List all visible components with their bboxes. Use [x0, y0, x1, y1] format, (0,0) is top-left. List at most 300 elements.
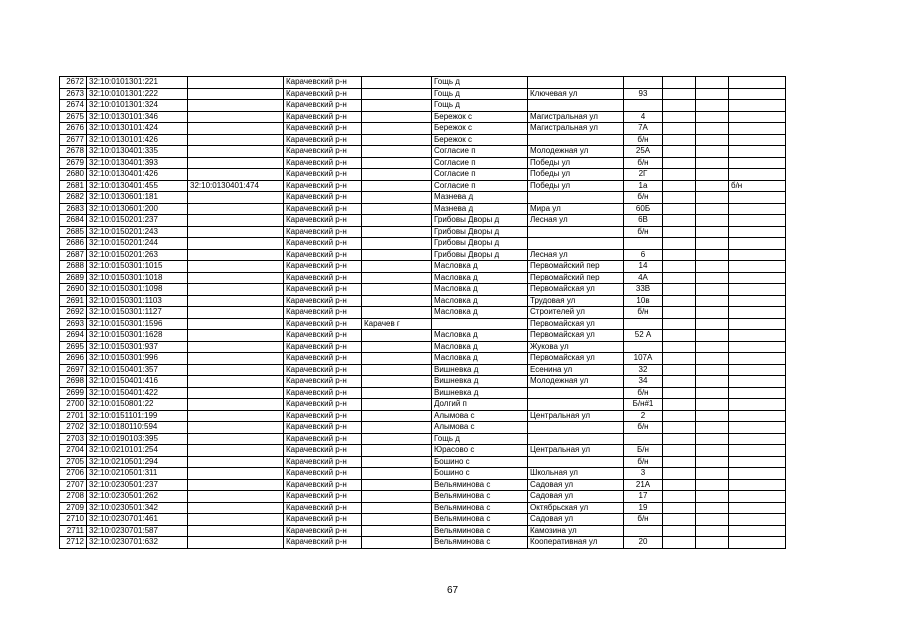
- cell-extra-2: [696, 238, 729, 250]
- cell-extra-3: [729, 525, 786, 537]
- cell-city: [362, 261, 432, 273]
- cell-district: Карачевский р-н: [284, 134, 362, 146]
- cell-extra-3: [729, 238, 786, 250]
- cell-district: Карачевский р-н: [284, 341, 362, 353]
- cell-street: [528, 422, 624, 434]
- cell-settlement: Масловка д: [432, 307, 528, 319]
- cell-row-number: 2689: [60, 272, 87, 284]
- cell-row-number: 2673: [60, 88, 87, 100]
- cell-linked-cadastral-number: [188, 525, 284, 537]
- cell-extra-3: [729, 215, 786, 227]
- cell-cadastral-number: 32:10:0130101:424: [87, 123, 188, 135]
- cell-linked-cadastral-number: [188, 479, 284, 491]
- cell-city: [362, 376, 432, 388]
- cell-linked-cadastral-number: [188, 422, 284, 434]
- cell-district: Карачевский р-н: [284, 100, 362, 112]
- cell-district: Карачевский р-н: [284, 525, 362, 537]
- cell-settlement: Вельяминова с: [432, 479, 528, 491]
- cell-cadastral-number: 32:10:0130401:455: [87, 180, 188, 192]
- cell-settlement: Согласие п: [432, 180, 528, 192]
- cell-settlement: Грибовы Дворы д: [432, 226, 528, 238]
- cell-extra-3: [729, 376, 786, 388]
- cell-cadastral-number: 32:10:0150401:422: [87, 387, 188, 399]
- cell-extra-2: [696, 123, 729, 135]
- cell-cadastral-number: 32:10:0230501:342: [87, 502, 188, 514]
- cell-extra-1: [663, 330, 696, 342]
- cell-street: Лесная ул: [528, 215, 624, 227]
- table-row: [60, 88, 786, 100]
- cell-cadastral-number: 32:10:0150301:996: [87, 353, 188, 365]
- cell-street: Первомайская ул: [528, 284, 624, 296]
- cell-city: [362, 111, 432, 123]
- cell-row-number: 2681: [60, 180, 87, 192]
- cell-settlement: Гощь д: [432, 433, 528, 445]
- cell-extra-3: [729, 433, 786, 445]
- table-row: [60, 353, 786, 365]
- cell-extra-2: [696, 100, 729, 112]
- cell-row-number: 2682: [60, 192, 87, 204]
- cell-extra-2: [696, 353, 729, 365]
- cell-district: Карачевский р-н: [284, 284, 362, 296]
- table-row: [60, 134, 786, 146]
- cell-linked-cadastral-number: [188, 226, 284, 238]
- table-row: [60, 295, 786, 307]
- cell-linked-cadastral-number: [188, 514, 284, 526]
- table-row: [60, 318, 786, 330]
- cell-house-number: 17: [624, 491, 663, 503]
- cell-house-number: 1а: [624, 180, 663, 192]
- cell-house-number: 3: [624, 468, 663, 480]
- cell-settlement: Масловка д: [432, 295, 528, 307]
- cell-district: Карачевский р-н: [284, 456, 362, 468]
- cell-house-number: [624, 77, 663, 89]
- cell-district: Карачевский р-н: [284, 249, 362, 261]
- cell-street: Есенина ул: [528, 364, 624, 376]
- cell-extra-2: [696, 261, 729, 273]
- cell-extra-1: [663, 100, 696, 112]
- cell-settlement: Вишневка д: [432, 376, 528, 388]
- cell-extra-3: [729, 387, 786, 399]
- cell-street: Первомайская ул: [528, 318, 624, 330]
- cell-house-number: 52 А: [624, 330, 663, 342]
- cell-cadastral-number: 32:10:0130401:393: [87, 157, 188, 169]
- cell-house-number: б/н: [624, 226, 663, 238]
- cell-city: [362, 330, 432, 342]
- cell-district: Карачевский р-н: [284, 77, 362, 89]
- cell-city: [362, 525, 432, 537]
- cell-extra-1: [663, 353, 696, 365]
- cell-row-number: 2694: [60, 330, 87, 342]
- cell-cadastral-number: 32:10:0150201:237: [87, 215, 188, 227]
- cell-row-number: 2702: [60, 422, 87, 434]
- cell-city: [362, 341, 432, 353]
- cell-extra-3: [729, 261, 786, 273]
- cell-house-number: 25А: [624, 146, 663, 158]
- cell-extra-3: [729, 77, 786, 89]
- cell-extra-1: [663, 307, 696, 319]
- cell-street: Строителей ул: [528, 307, 624, 319]
- cell-house-number: б/н: [624, 514, 663, 526]
- cell-settlement: Вельяминова с: [432, 502, 528, 514]
- cell-extra-2: [696, 203, 729, 215]
- cell-cadastral-number: 32:10:0230701:461: [87, 514, 188, 526]
- cell-extra-2: [696, 157, 729, 169]
- cell-extra-1: [663, 376, 696, 388]
- cell-street: Садовая ул: [528, 514, 624, 526]
- cell-cadastral-number: 32:10:0210501:311: [87, 468, 188, 480]
- table-row: [60, 226, 786, 238]
- cell-district: Карачевский р-н: [284, 468, 362, 480]
- table-row: [60, 410, 786, 422]
- cell-row-number: 2685: [60, 226, 87, 238]
- cell-district: Карачевский р-н: [284, 146, 362, 158]
- cell-house-number: 93: [624, 88, 663, 100]
- cell-extra-1: [663, 422, 696, 434]
- table-row: [60, 399, 786, 411]
- cell-cadastral-number: 32:10:0210101:254: [87, 445, 188, 457]
- cell-extra-2: [696, 479, 729, 491]
- table-row: [60, 479, 786, 491]
- cell-extra-3: [729, 364, 786, 376]
- cell-cadastral-number: 32:10:0150801:22: [87, 399, 188, 411]
- cell-district: Карачевский р-н: [284, 157, 362, 169]
- cell-linked-cadastral-number: [188, 295, 284, 307]
- table-row: [60, 215, 786, 227]
- cell-linked-cadastral-number: [188, 399, 284, 411]
- cell-settlement: Мазнева д: [432, 203, 528, 215]
- cell-street: [528, 77, 624, 89]
- cell-house-number: 33В: [624, 284, 663, 296]
- cell-extra-1: [663, 491, 696, 503]
- cell-extra-2: [696, 307, 729, 319]
- table-row: [60, 514, 786, 526]
- cell-city: [362, 445, 432, 457]
- cell-cadastral-number: 32:10:0130101:346: [87, 111, 188, 123]
- cell-district: Карачевский р-н: [284, 353, 362, 365]
- cell-settlement: Масловка д: [432, 284, 528, 296]
- cell-extra-1: [663, 399, 696, 411]
- cell-extra-1: [663, 479, 696, 491]
- cell-extra-3: [729, 192, 786, 204]
- cell-district: Карачевский р-н: [284, 192, 362, 204]
- cell-row-number: 2684: [60, 215, 87, 227]
- cell-city: [362, 123, 432, 135]
- cell-row-number: 2703: [60, 433, 87, 445]
- cell-linked-cadastral-number: [188, 272, 284, 284]
- cell-street: Мира ул: [528, 203, 624, 215]
- table-row: [60, 491, 786, 503]
- cell-linked-cadastral-number: [188, 330, 284, 342]
- cell-extra-3: [729, 146, 786, 158]
- cell-cadastral-number: 32:10:0210501:294: [87, 456, 188, 468]
- cell-settlement: Вишневка д: [432, 387, 528, 399]
- table-row: [60, 445, 786, 457]
- table-row: [60, 180, 786, 192]
- cell-extra-1: [663, 502, 696, 514]
- cell-extra-1: [663, 284, 696, 296]
- cell-extra-3: [729, 111, 786, 123]
- cell-house-number: 7А: [624, 123, 663, 135]
- cell-linked-cadastral-number: [188, 353, 284, 365]
- cell-district: Карачевский р-н: [284, 307, 362, 319]
- cell-extra-1: [663, 410, 696, 422]
- cell-row-number: 2686: [60, 238, 87, 250]
- cell-city: [362, 272, 432, 284]
- cell-row-number: 2700: [60, 399, 87, 411]
- table-row: [60, 376, 786, 388]
- cell-district: Карачевский р-н: [284, 238, 362, 250]
- table-row: [60, 364, 786, 376]
- cell-extra-2: [696, 537, 729, 549]
- cell-linked-cadastral-number: [188, 169, 284, 181]
- table-row: [60, 341, 786, 353]
- cell-extra-1: [663, 272, 696, 284]
- cell-extra-2: [696, 295, 729, 307]
- cell-linked-cadastral-number: 32:10:0130401:474: [188, 180, 284, 192]
- cell-extra-2: [696, 445, 729, 457]
- cell-district: Карачевский р-н: [284, 318, 362, 330]
- cell-extra-1: [663, 123, 696, 135]
- cell-district: Карачевский р-н: [284, 88, 362, 100]
- cell-row-number: 2712: [60, 537, 87, 549]
- cell-row-number: 2675: [60, 111, 87, 123]
- cell-extra-3: б/н: [729, 180, 786, 192]
- cell-cadastral-number: 32:10:0150401:416: [87, 376, 188, 388]
- cell-extra-3: [729, 157, 786, 169]
- table-row: [60, 261, 786, 273]
- table-row: [60, 157, 786, 169]
- cell-city: [362, 238, 432, 250]
- cell-city: Карачев г: [362, 318, 432, 330]
- cell-cadastral-number: 32:10:0150301:1098: [87, 284, 188, 296]
- cell-house-number: [624, 341, 663, 353]
- cell-linked-cadastral-number: [188, 468, 284, 480]
- cell-street: Трудовая ул: [528, 295, 624, 307]
- cell-street: [528, 456, 624, 468]
- cell-cadastral-number: 32:10:0230501:262: [87, 491, 188, 503]
- cell-city: [362, 180, 432, 192]
- cell-city: [362, 157, 432, 169]
- cell-row-number: 2705: [60, 456, 87, 468]
- cell-settlement: Согласие п: [432, 169, 528, 181]
- cell-house-number: 6В: [624, 215, 663, 227]
- cell-linked-cadastral-number: [188, 318, 284, 330]
- cell-extra-2: [696, 330, 729, 342]
- cell-settlement: Бережок с: [432, 123, 528, 135]
- cell-house-number: 107А: [624, 353, 663, 365]
- cell-cadastral-number: 32:10:0230701:632: [87, 537, 188, 549]
- cell-extra-2: [696, 456, 729, 468]
- cell-extra-3: [729, 226, 786, 238]
- cell-settlement: Согласие п: [432, 157, 528, 169]
- cell-row-number: 2687: [60, 249, 87, 261]
- cell-extra-3: [729, 169, 786, 181]
- cell-row-number: 2706: [60, 468, 87, 480]
- cell-extra-1: [663, 433, 696, 445]
- cell-street: Октябрьская ул: [528, 502, 624, 514]
- cell-row-number: 2708: [60, 491, 87, 503]
- cell-extra-1: [663, 169, 696, 181]
- cell-extra-3: [729, 514, 786, 526]
- cell-district: Карачевский р-н: [284, 433, 362, 445]
- cell-city: [362, 502, 432, 514]
- cell-house-number: 19: [624, 502, 663, 514]
- cell-linked-cadastral-number: [188, 284, 284, 296]
- cell-linked-cadastral-number: [188, 456, 284, 468]
- cell-extra-1: [663, 249, 696, 261]
- cell-linked-cadastral-number: [188, 203, 284, 215]
- cell-extra-1: [663, 111, 696, 123]
- cell-street: Первомайский пер: [528, 261, 624, 273]
- cell-linked-cadastral-number: [188, 77, 284, 89]
- cell-district: Карачевский р-н: [284, 180, 362, 192]
- cell-street: Победы ул: [528, 169, 624, 181]
- cell-city: [362, 364, 432, 376]
- cell-extra-1: [663, 387, 696, 399]
- cell-street: Жукова ул: [528, 341, 624, 353]
- cell-house-number: 20: [624, 537, 663, 549]
- cell-settlement: Вельяминова с: [432, 537, 528, 549]
- table-row: [60, 525, 786, 537]
- cell-house-number: б/н: [624, 387, 663, 399]
- cell-street: Садовая ул: [528, 491, 624, 503]
- cell-extra-1: [663, 445, 696, 457]
- cell-city: [362, 226, 432, 238]
- cell-city: [362, 169, 432, 181]
- cell-district: Карачевский р-н: [284, 514, 362, 526]
- cell-extra-2: [696, 491, 729, 503]
- cell-extra-1: [663, 88, 696, 100]
- cell-extra-3: [729, 100, 786, 112]
- cell-row-number: 2692: [60, 307, 87, 319]
- cell-extra-2: [696, 215, 729, 227]
- cell-linked-cadastral-number: [188, 491, 284, 503]
- cell-extra-3: [729, 272, 786, 284]
- cell-row-number: 2697: [60, 364, 87, 376]
- cell-district: Карачевский р-н: [284, 502, 362, 514]
- cell-extra-1: [663, 146, 696, 158]
- cell-extra-3: [729, 295, 786, 307]
- cell-street: Молодежная ул: [528, 376, 624, 388]
- cell-city: [362, 514, 432, 526]
- cell-cadastral-number: 32:10:0230501:237: [87, 479, 188, 491]
- table-row: [60, 537, 786, 549]
- cell-city: [362, 203, 432, 215]
- cell-extra-3: [729, 502, 786, 514]
- cell-extra-1: [663, 180, 696, 192]
- cell-row-number: 2699: [60, 387, 87, 399]
- cell-row-number: 2674: [60, 100, 87, 112]
- cell-extra-2: [696, 77, 729, 89]
- table-row: [60, 456, 786, 468]
- cell-city: [362, 399, 432, 411]
- cell-street: [528, 100, 624, 112]
- cell-house-number: Б/н#1: [624, 399, 663, 411]
- cell-extra-2: [696, 525, 729, 537]
- cell-house-number: Б/н: [624, 445, 663, 457]
- cell-house-number: 4: [624, 111, 663, 123]
- cell-house-number: 21А: [624, 479, 663, 491]
- cell-street: Победы ул: [528, 157, 624, 169]
- cell-street: Лесная ул: [528, 249, 624, 261]
- cell-street: [528, 226, 624, 238]
- cell-house-number: б/н: [624, 157, 663, 169]
- cell-house-number: б/н: [624, 422, 663, 434]
- cell-extra-2: [696, 410, 729, 422]
- cell-cadastral-number: 32:10:0130601:200: [87, 203, 188, 215]
- cell-city: [362, 387, 432, 399]
- cell-district: Карачевский р-н: [284, 445, 362, 457]
- register-sheet: [59, 76, 786, 549]
- page-number: 67: [446, 585, 459, 596]
- cell-house-number: [624, 433, 663, 445]
- cell-street: Победы ул: [528, 180, 624, 192]
- cell-extra-3: [729, 318, 786, 330]
- cell-district: Карачевский р-н: [284, 295, 362, 307]
- cell-linked-cadastral-number: [188, 364, 284, 376]
- cell-cadastral-number: 32:10:0150301:1127: [87, 307, 188, 319]
- cell-extra-2: [696, 433, 729, 445]
- cell-extra-3: [729, 410, 786, 422]
- cell-street: Школьная ул: [528, 468, 624, 480]
- cell-street: [528, 399, 624, 411]
- cell-street: Центральная ул: [528, 445, 624, 457]
- cell-settlement: Мазнева д: [432, 192, 528, 204]
- cell-street: Первомайская ул: [528, 353, 624, 365]
- register-table: [59, 76, 786, 549]
- cell-row-number: 2701: [60, 410, 87, 422]
- cell-street: Молодежная ул: [528, 146, 624, 158]
- cell-extra-3: [729, 88, 786, 100]
- cell-settlement: Согласие п: [432, 146, 528, 158]
- cell-extra-2: [696, 468, 729, 480]
- cell-extra-1: [663, 318, 696, 330]
- cell-row-number: 2677: [60, 134, 87, 146]
- cell-linked-cadastral-number: [188, 134, 284, 146]
- cell-street: Ключевая ул: [528, 88, 624, 100]
- cell-row-number: 2707: [60, 479, 87, 491]
- cell-house-number: 14: [624, 261, 663, 273]
- cell-settlement: Вишневка д: [432, 364, 528, 376]
- cell-extra-1: [663, 192, 696, 204]
- table-row: [60, 307, 786, 319]
- cell-street: Садовая ул: [528, 479, 624, 491]
- cell-cadastral-number: 32:10:0230701:587: [87, 525, 188, 537]
- cell-extra-1: [663, 514, 696, 526]
- cell-row-number: 2678: [60, 146, 87, 158]
- cell-extra-2: [696, 502, 729, 514]
- cell-linked-cadastral-number: [188, 123, 284, 135]
- table-row: [60, 146, 786, 158]
- cell-settlement: Алымова с: [432, 410, 528, 422]
- cell-cadastral-number: 32:10:0101301:324: [87, 100, 188, 112]
- cell-row-number: 2709: [60, 502, 87, 514]
- cell-district: Карачевский р-н: [284, 272, 362, 284]
- table-row: [60, 77, 786, 89]
- cell-street: [528, 238, 624, 250]
- cell-settlement: Гощь д: [432, 77, 528, 89]
- cell-cadastral-number: 32:10:0150201:263: [87, 249, 188, 261]
- cell-street: Кооперативная ул: [528, 537, 624, 549]
- cell-house-number: б/н: [624, 192, 663, 204]
- cell-extra-1: [663, 537, 696, 549]
- cell-city: [362, 192, 432, 204]
- cell-linked-cadastral-number: [188, 433, 284, 445]
- cell-street: Центральная ул: [528, 410, 624, 422]
- cell-row-number: 2676: [60, 123, 87, 135]
- cell-extra-2: [696, 180, 729, 192]
- cell-house-number: 10в: [624, 295, 663, 307]
